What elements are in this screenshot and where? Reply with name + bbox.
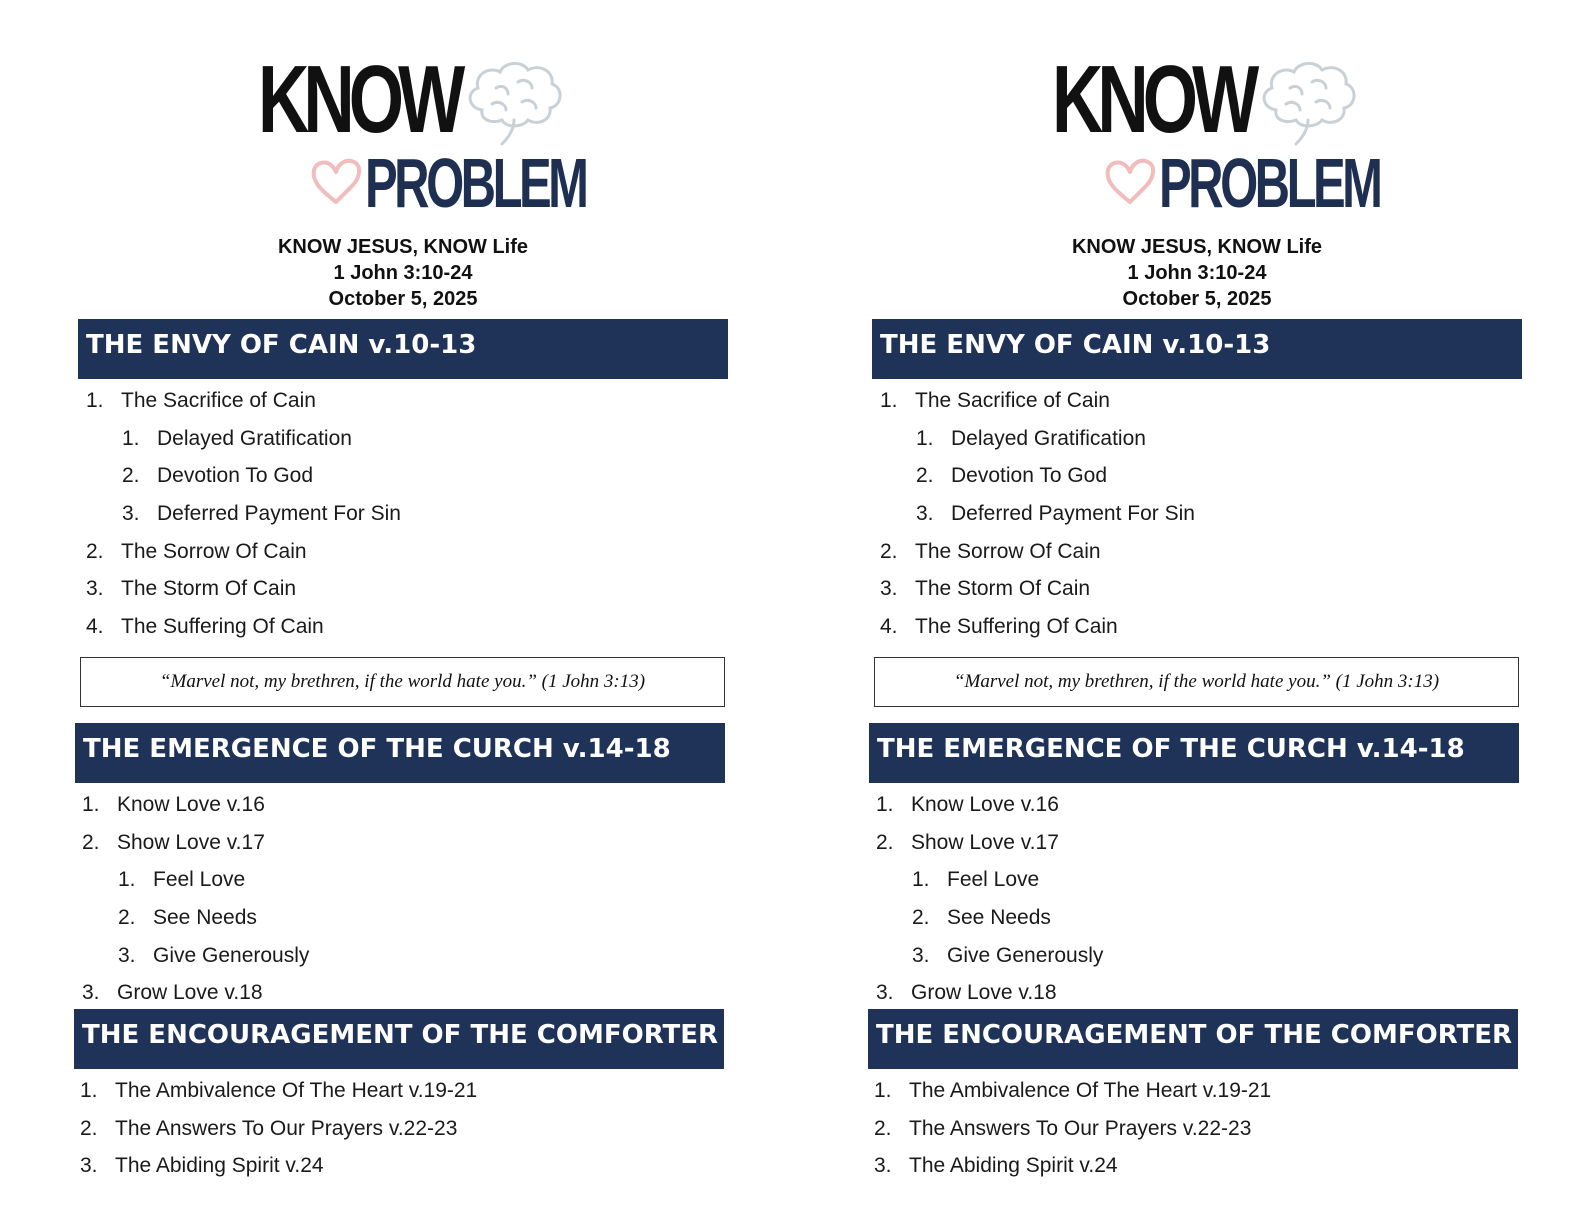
bulletin-panel-left <box>0 0 760 1224</box>
outline-item: 1. The Ambivalence Of The Heart v.19-21 <box>80 1079 478 1102</box>
outline-item: 1. The Ambivalence Of The Heart v.19-21 <box>874 1079 1272 1102</box>
section-heading-encouragement: THE ENCOURAGEMENT OF THE COMFORTER <box>74 1009 724 1069</box>
scripture-quote-box: “Marvel not, my brethren, if the world hate you.” (1 John 3:13) <box>80 657 725 707</box>
outline-list-envy <box>86 382 726 646</box>
outline-item: 4. The Suffering Of Cain <box>880 615 1118 639</box>
sermon-logo <box>1052 46 1380 222</box>
outline-item: 2. The Answers To Our Prayers v.22-23 <box>874 1116 1252 1140</box>
brain-icon <box>1256 58 1360 148</box>
heart-icon <box>1102 156 1158 208</box>
scripture-reference: 1 John 3:10-24 <box>333 262 473 284</box>
sermon-header <box>872 234 1522 312</box>
outline-list-encouragement <box>80 1072 720 1185</box>
outline-item: 3. The Storm Of Cain <box>86 577 297 601</box>
logo-word-problem: PROBLEM <box>365 144 586 222</box>
heart-icon <box>308 156 364 208</box>
sermon-header <box>78 234 728 312</box>
sermon-logo <box>258 46 586 222</box>
section-heading-encouragement: THE ENCOURAGEMENT OF THE COMFORTER <box>868 1009 1518 1069</box>
outline-item: 4. The Suffering Of Cain <box>86 615 324 639</box>
outline-list-envy <box>880 382 1520 646</box>
outline-subitem: 3. Deferred Payment For Sin <box>122 502 401 526</box>
outline-subitem: 3. Deferred Payment For Sin <box>916 502 1195 526</box>
section-heading-envy: THE ENVY OF CAIN v.10-13 <box>78 319 728 379</box>
outline-item: 1. Know Love v.16 <box>82 793 265 816</box>
section-heading-envy: THE ENVY OF CAIN v.10-13 <box>872 319 1522 379</box>
outline-subitem: 2. See Needs <box>912 906 1051 930</box>
outline-item: 2. The Sorrow Of Cain <box>86 539 307 563</box>
outline-item: 3. The Abiding Spirit v.24 <box>874 1154 1118 1178</box>
outline-item: 3. Grow Love v.18 <box>876 981 1057 1005</box>
outline-item: 3. The Storm Of Cain <box>880 577 1091 601</box>
scripture-quote-box: “Marvel not, my brethren, if the world hate you.” (1 John 3:13) <box>874 657 1519 707</box>
scripture-reference: 1 John 3:10-24 <box>1127 262 1267 284</box>
outline-item: 3. Grow Love v.18 <box>82 981 263 1005</box>
outline-subitem: 1. Feel Love <box>118 868 246 892</box>
outline-item: 3. The Abiding Spirit v.24 <box>80 1154 324 1178</box>
outline-list-emergence <box>82 786 722 1012</box>
sermon-title: KNOW JESUS, KNOW Life <box>277 236 528 258</box>
logo-word-problem: PROBLEM <box>1159 144 1380 222</box>
outline-item: 2. The Answers To Our Prayers v.22-23 <box>80 1116 458 1140</box>
brain-icon <box>462 58 566 148</box>
outline-subitem: 2. Devotion To God <box>916 464 1108 488</box>
outline-item: 1. The Sacrifice of Cain <box>86 389 316 412</box>
outline-subitem: 2. Devotion To God <box>122 464 314 488</box>
outline-subitem: 3. Give Generously <box>118 943 310 967</box>
outline-item: 2. The Sorrow Of Cain <box>880 539 1101 563</box>
logo-word-know: KNOW <box>258 46 460 153</box>
outline-item: 1. The Sacrifice of Cain <box>880 389 1110 412</box>
outline-subitem: 1. Feel Love <box>912 868 1040 892</box>
outline-subitem: 3. Give Generously <box>912 943 1104 967</box>
outline-item: 2. Show Love v.17 <box>82 830 265 854</box>
section-heading-emergence: THE EMERGENCE OF THE CURCH v.14-18 <box>75 723 725 783</box>
outline-item: 2. Show Love v.17 <box>876 830 1059 854</box>
section-heading-emergence: THE EMERGENCE OF THE CURCH v.14-18 <box>869 723 1519 783</box>
bulletin-panel-right <box>794 0 1554 1224</box>
logo-word-know: KNOW <box>1052 46 1254 153</box>
sermon-date: October 5, 2025 <box>1122 288 1272 310</box>
sermon-date: October 5, 2025 <box>328 288 478 310</box>
outline-list-emergence <box>876 786 1516 1012</box>
outline-list-encouragement <box>874 1072 1514 1185</box>
outline-subitem: 1. Delayed Gratification <box>122 426 352 450</box>
outline-subitem: 1. Delayed Gratification <box>916 426 1146 450</box>
sermon-title: KNOW JESUS, KNOW Life <box>1071 236 1322 258</box>
outline-subitem: 2. See Needs <box>118 906 257 930</box>
outline-item: 1. Know Love v.16 <box>876 793 1059 816</box>
